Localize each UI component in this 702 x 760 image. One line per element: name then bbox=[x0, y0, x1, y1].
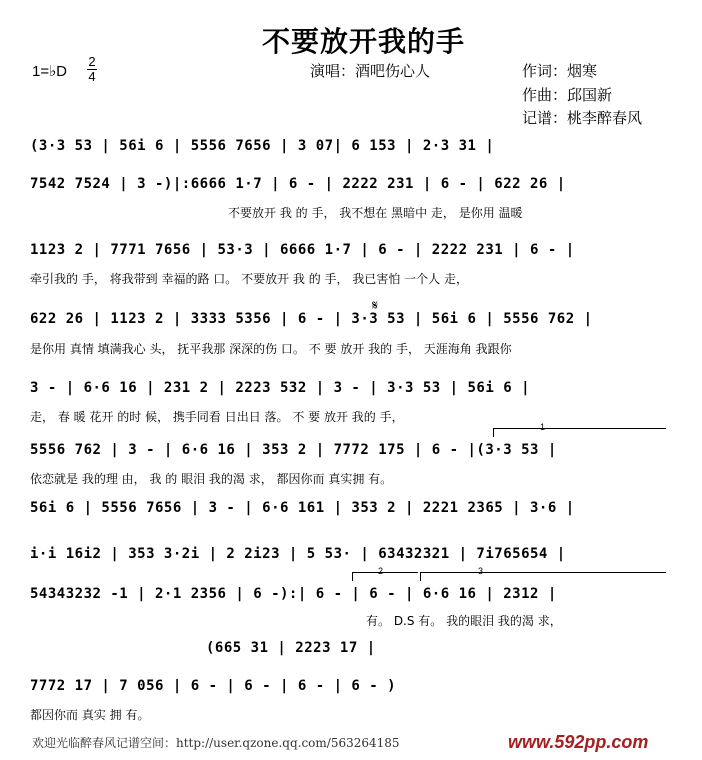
volta-bracket-1 bbox=[493, 428, 666, 437]
segno-sign: 𝄋 bbox=[372, 298, 379, 314]
score-row-3: 1123 2 | 7771 7656 | 53·3 | 6666 1·7 | 6 - | 2222 231 | 6 - | bbox=[30, 242, 575, 258]
composer-credit: 作曲：邱国新 bbox=[522, 86, 613, 104]
score-row-8: i·i 16i2 | 353 3·2i | 2 2i23 | 5 53· | 63432321 | 7i765654 | bbox=[30, 546, 566, 562]
volta-label-1: 1 bbox=[540, 422, 546, 432]
volta-label-2: 2 bbox=[378, 566, 384, 576]
lyricist-credit: 作词：烟寒 bbox=[522, 62, 598, 80]
lyrics-row-4: 是你用 真情 填满我心 头， 抚平我那 深深的伤 口。 不 要 放开 我的 手， 天涯海角 我跟你 bbox=[30, 342, 512, 356]
score-row-7: 56i 6 | 5556 7656 | 3 - | 6·6 161 | 353 2 | 2221 2365 | 3·6 | bbox=[30, 500, 575, 516]
score-row-2: 7542 7524 | 3 -)|:6666 1·7 | 6 - | 2222 231 | 6 - | 622 26 | bbox=[30, 176, 566, 192]
lyrics-row-3: 牵引我的 手， 将我带到 幸福的路 口。 不要放开 我 的 手， 我已害怕 一个人 走， bbox=[30, 272, 468, 286]
lyrics-row-11: 都因你而 真实 拥 有。 bbox=[30, 708, 150, 722]
footer-link-text: 欢迎光临醉春风记谱空间：http://user.qzone.qq.com/563264185 bbox=[32, 736, 400, 750]
volta-bracket-3 bbox=[420, 572, 666, 581]
song-title: 不要放开我的手 bbox=[262, 25, 466, 58]
score-row-4: 622 26 | 1123 2 | 3333 5356 | 6 - | 3·3 53 | 56i 6 | 5556 762 | bbox=[30, 311, 593, 327]
score-row-5: 3 - | 6·6 16 | 231 2 | 2223 532 | 3 - | 3·3 53 | 56i 6 | bbox=[30, 380, 531, 396]
lyrics-row-6: 依恋就是 我的理 由， 我 的 眼泪 我的渴 求， 都因你而 真实拥 有。 bbox=[30, 472, 393, 486]
score-row-10: (665 31 | 2223 17 | bbox=[206, 640, 376, 656]
score-row-1: (3·3 53 | 56i 6 | 5556 7656 | 3 07| 6 153 | 2·3 31 | bbox=[30, 138, 495, 154]
score-row-9: 54343232 -1 | 2·1 2356 | 6 -):| 6 - | 6 - | 6·6 16 | 2312 | bbox=[30, 586, 557, 602]
time-signature bbox=[86, 56, 98, 83]
lyrics-row-2: 不要放开 我 的 手， 我不想在 黑暗中 走， 是你用 温暖 bbox=[228, 206, 523, 220]
score-row-6: 5556 762 | 3 - | 6·6 16 | 353 2 | 7772 175 | 6 - |(3·3 53 | bbox=[30, 442, 557, 458]
volta-bracket-2 bbox=[352, 572, 418, 581]
lyrics-row-9: 有。 D.S 有。 我的眼泪 我的渴 求， bbox=[366, 614, 562, 628]
lyrics-row-5: 走， 春 暖 花开 的时 候， 携手同看 日出日 落。 不 要 放开 我的 手， bbox=[30, 410, 404, 424]
score-row-11: 7772 17 | 7 056 | 6 - | 6 - | 6 - | 6 - ) bbox=[30, 678, 397, 694]
singer-credit: 演唱：酒吧伤心人 bbox=[310, 62, 431, 80]
transcriber-credit: 记谱：桃李醉春风 bbox=[522, 109, 643, 127]
site-watermark: www.592pp.com bbox=[508, 732, 649, 752]
time-signature-bottom: 4 bbox=[88, 69, 96, 84]
time-signature-top: 2 bbox=[88, 54, 96, 69]
volta-label-3: 3 bbox=[478, 566, 484, 576]
key-signature: 1=♭D bbox=[32, 63, 68, 80]
